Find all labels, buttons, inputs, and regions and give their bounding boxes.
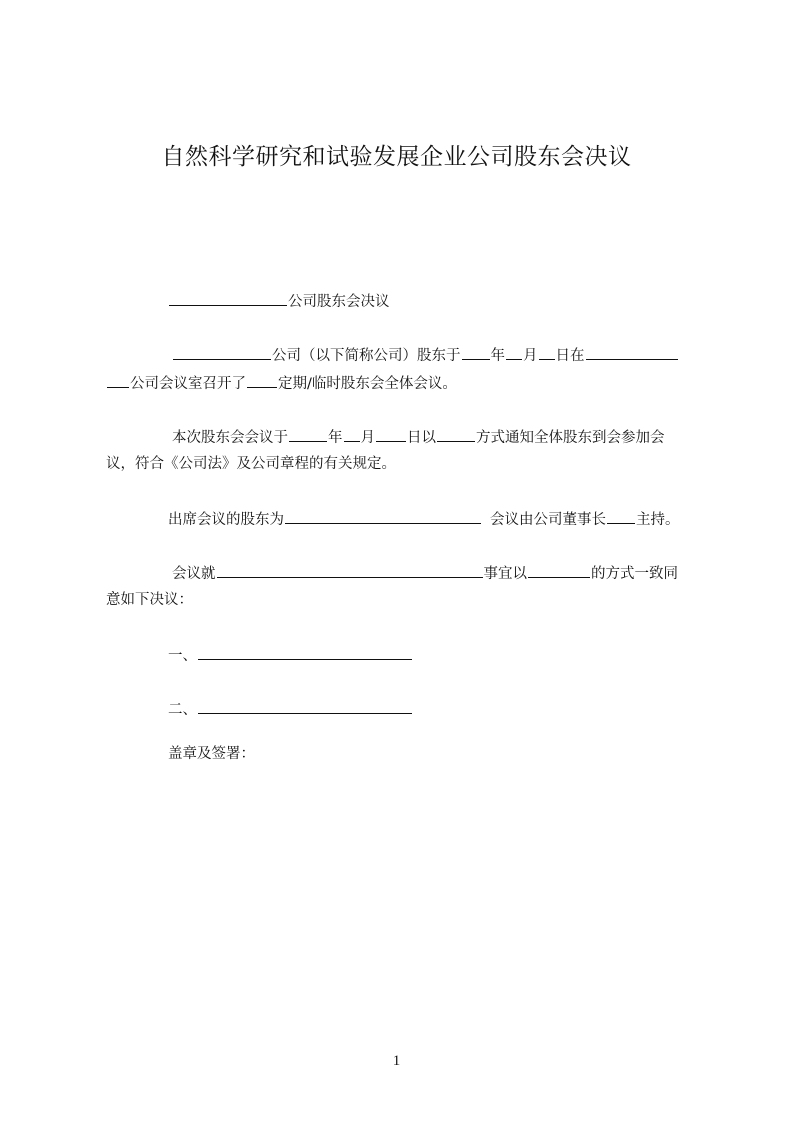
resolution-label: 二、 [168,702,197,718]
signature-label: 盖章及签署： [168,746,255,762]
notice-method-blank [437,426,475,442]
heading-text: 公司股东会决议 [288,294,390,310]
day-blank [539,344,555,360]
resolution-item-2 [168,698,413,720]
location-blank-cont [107,372,129,388]
resolution-item-1 [168,644,413,666]
resolution-1-blank [198,644,412,660]
notice-year-blank [289,426,327,442]
document-title: 自然科学研究和试验发展企业公司股东会决议 [161,144,632,170]
location-blank [586,344,678,360]
paragraph-1-line-1: 公司（以下简称公司）股东于 年 月 日在 [172,344,679,366]
paragraph-2-line-1: 本次股东会会议于 年 月 日以 方式通知全体股东到会参加会 [172,426,665,448]
resolution-label: 一、 [168,648,197,664]
notice-month-blank [344,426,360,442]
paragraph-4-line-2: 意如下决议： [106,592,193,608]
attending-shareholders-blank [285,508,481,524]
page-number: 1 [392,1053,401,1069]
year-blank [462,344,490,360]
company-name-blank [169,290,287,306]
paragraph-2-line-2: 议，符合《公司法》及公司章程的有关规定。 [106,456,396,472]
paragraph-1-line-2: 公司会议室召开了 定期/临时股东会全体会议。 [106,372,457,394]
meeting-type-blank [247,372,277,388]
matter-blank [217,562,483,578]
company-blank [173,344,271,360]
resolution-heading [168,290,390,312]
resolution-2-blank [198,698,412,714]
paragraph-4-line-1: 会议就 事宜以 的方式一致同 [172,562,678,584]
paragraph-3: 出席会议的股东为 会议由公司董事长 主持。 [168,508,680,530]
month-blank [506,344,522,360]
notice-day-blank [376,426,406,442]
chairman-blank [607,508,635,524]
voting-method-blank [528,562,590,578]
